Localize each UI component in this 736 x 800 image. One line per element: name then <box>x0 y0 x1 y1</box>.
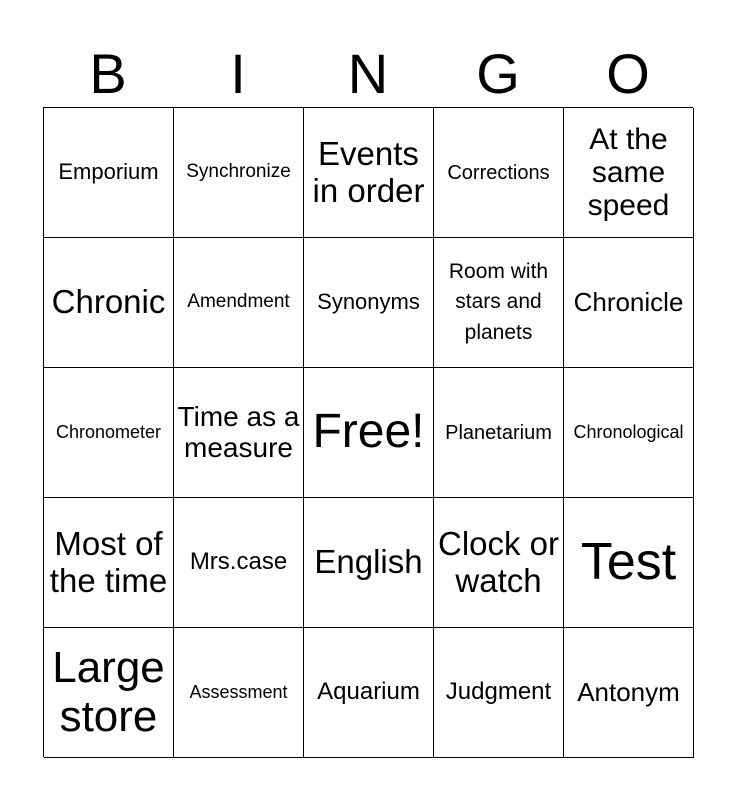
cell-text: Test <box>580 532 677 591</box>
bingo-cell-r1c3[interactable] <box>304 108 434 238</box>
cell-text: Planetarium <box>445 421 552 444</box>
bingo-cell-r5c3[interactable] <box>304 628 434 758</box>
bingo-cell-r2c5[interactable] <box>564 238 694 368</box>
cell-text: Synonyms <box>317 289 420 315</box>
header-letter-b: B <box>89 42 127 105</box>
header-letter-n: N <box>347 42 389 105</box>
bingo-cell-r2c3[interactable] <box>304 238 434 368</box>
cell-text: Mrs.case <box>189 548 288 576</box>
cell-text: Chronicle <box>573 287 684 318</box>
cell-text: Most of the time <box>49 525 168 599</box>
cell-text: English <box>314 543 423 581</box>
bingo-cell-r4c2[interactable] <box>174 498 304 628</box>
header-letter-o: O <box>606 42 650 105</box>
cell-text: Clock or watch <box>437 525 560 599</box>
cell-text: Synchronize <box>186 161 291 183</box>
cell-text: Assessment <box>189 681 288 702</box>
bingo-cell-r4c4[interactable] <box>434 498 564 628</box>
cell-text: Events in order <box>312 135 425 209</box>
bingo-cell-r2c1[interactable] <box>44 238 174 368</box>
cell-text: At the same speed <box>587 123 670 222</box>
bingo-cell-r1c1[interactable] <box>44 108 174 238</box>
cell-text: Chronometer <box>55 421 162 442</box>
bingo-cell-r2c2[interactable] <box>174 238 304 368</box>
cell-text: Room with stars and planets <box>448 259 549 344</box>
cell-text: Chronic <box>51 283 166 321</box>
bingo-cell-r3c3-free[interactable] <box>304 368 434 498</box>
bingo-cell-r3c4[interactable] <box>434 368 564 498</box>
bingo-cell-r3c1[interactable] <box>44 368 174 498</box>
bingo-cell-r4c1[interactable] <box>44 498 174 628</box>
bingo-cell-r5c2[interactable] <box>174 628 304 758</box>
header-letter-g: G <box>476 42 520 105</box>
header-letter-i: I <box>230 42 246 105</box>
bingo-cell-r2c4[interactable] <box>434 238 564 368</box>
bingo-cell-r3c2[interactable] <box>174 368 304 498</box>
cell-text: Aquarium <box>317 678 420 706</box>
bingo-cell-r5c5[interactable] <box>564 628 694 758</box>
cell-text: Time as a measure <box>177 400 300 463</box>
bingo-cell-r4c3[interactable] <box>304 498 434 628</box>
bingo-cell-r4c5[interactable] <box>564 498 694 628</box>
bingo-header <box>43 42 693 106</box>
cell-text: Antonym <box>577 677 680 708</box>
cell-text: Emporium <box>58 159 159 185</box>
cell-text: Large store <box>52 643 165 741</box>
bingo-cell-r1c5[interactable] <box>564 108 694 238</box>
bingo-cell-r1c4[interactable] <box>434 108 564 238</box>
cell-text: Judgment <box>445 678 552 706</box>
bingo-cell-r5c1[interactable] <box>44 628 174 758</box>
cell-text: Amendment <box>187 291 290 313</box>
bingo-cell-r5c4[interactable] <box>434 628 564 758</box>
bingo-board <box>43 107 693 757</box>
bingo-cell-r3c5[interactable] <box>564 368 694 498</box>
bingo-cell-r1c2[interactable] <box>174 108 304 238</box>
cell-text: Chronological <box>573 421 684 442</box>
cell-text: Corrections <box>447 161 550 184</box>
free-space-text: Free! <box>312 405 425 459</box>
